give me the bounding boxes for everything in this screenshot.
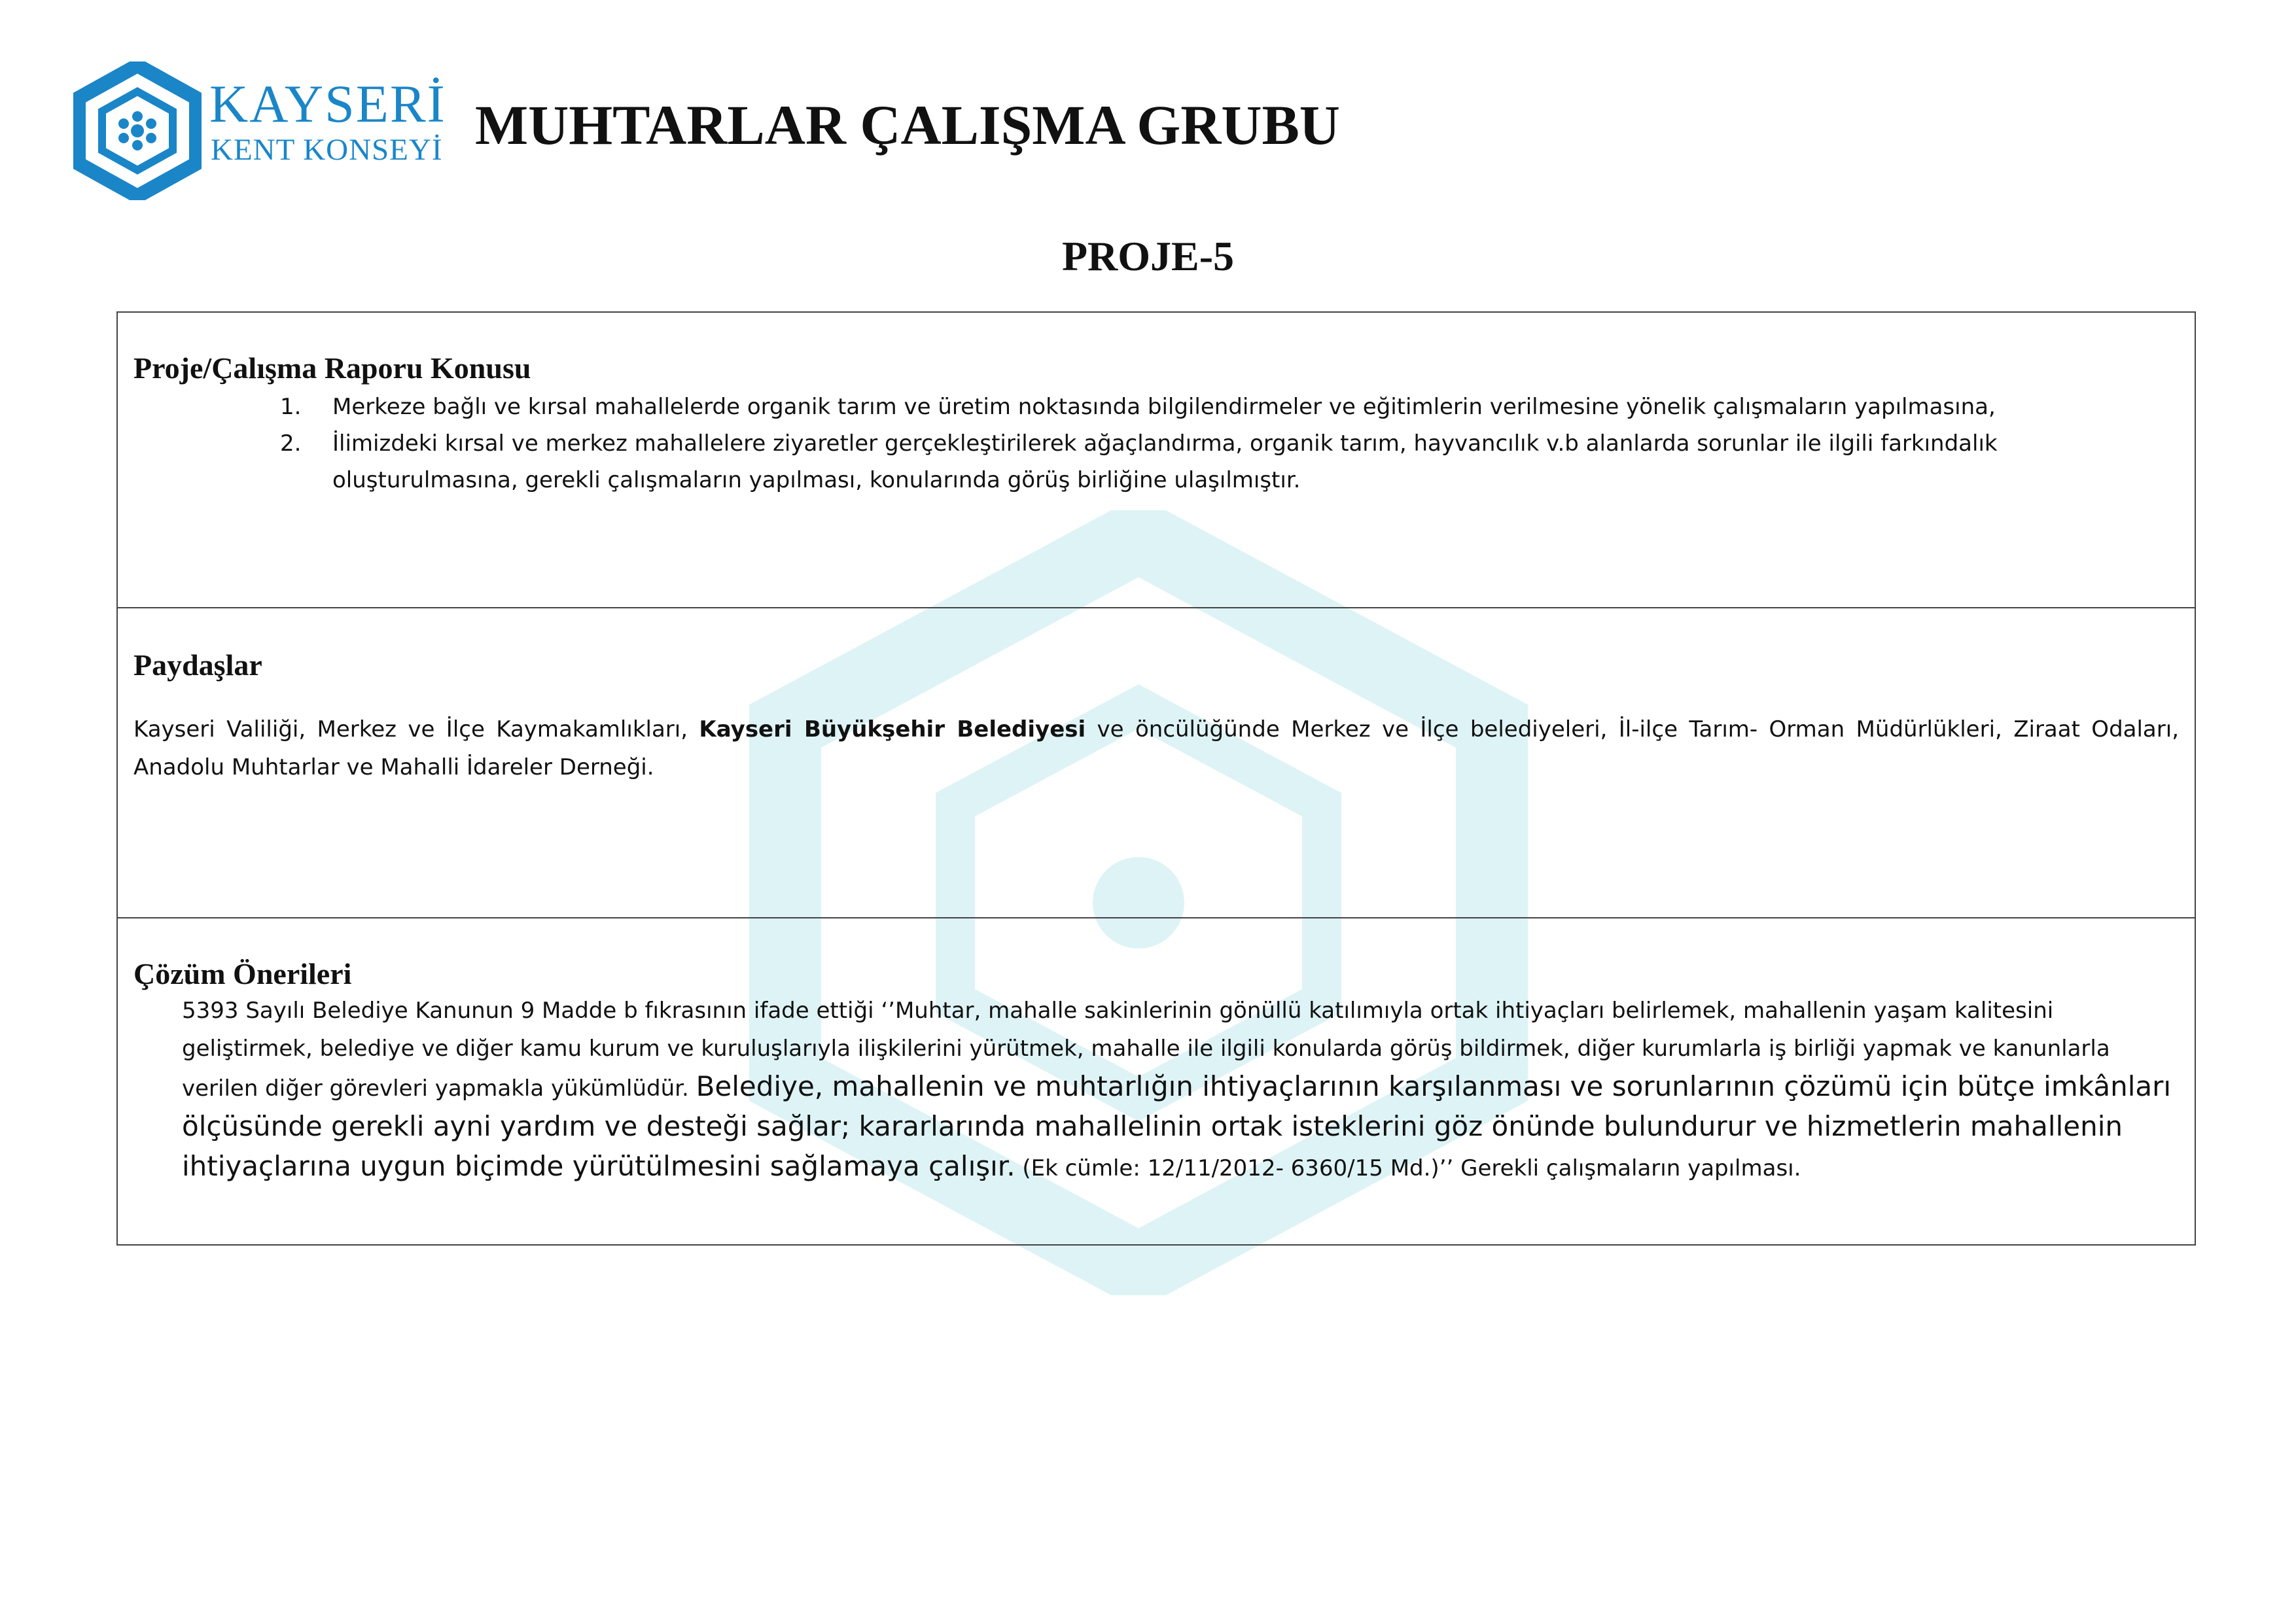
section-heading-cozum: Çözüm Önerileri: [133, 957, 352, 990]
paydaslar-paragraph: [133, 710, 2179, 786]
cozum-paragraph: [182, 992, 2178, 1187]
paydaslar-text: Kayseri Valiliği, Merkez ve İlçe Kaymakamlıkları,: [133, 716, 699, 742]
project-table: [116, 311, 2196, 1246]
cozum-text-belediye: Belediye, mahallenin ve muhtarlığın ihtiyaçlarının karşılanması ve sorunlarının çözümü için bütçe imkânları ölçüsünde gerekli ayni yardım ve desteği sağlar; kararlarında mahallelinin ortak isteklerini göz önünde bulundurur ve hizmetlerin mahallenin ihtiyaçlarına uygun biçimde yürütülmesini sağlamaya çalışır.: [182, 1070, 2172, 1182]
list-item-number: 1.: [280, 394, 302, 420]
list-item-text: İlimizdeki kırsal ve merkez mahallelere ziyaretler gerçekleştirilerek ağaçlandırma, organik tarım, hayvancılık v.b alanlarda sorunlar ile ilgili farkındalık oluşturulmasına, gerekli çalışmaların yapılması, konularında görüş birliğine ulaşılmıştır.: [332, 430, 1998, 493]
section-heading-paydaslar: Paydaşlar: [133, 648, 262, 682]
kent-konseyi-logo: [73, 61, 453, 205]
section-paydaslar: [118, 607, 2195, 917]
list-item: [280, 389, 2164, 425]
page-title: MUHTARLAR ÇALIŞMA GRUBU: [475, 94, 1340, 156]
section-cozum: [118, 917, 2195, 1244]
list-item-text: Merkeze bağlı ve kırsal mahallelerde organik tarım ve üretim noktasında bilgilendirmeler ve eğitimlerin verilmesine yönelik çalışmaların yapılmasına,: [332, 394, 1996, 420]
list-item-number: 2.: [280, 430, 302, 457]
paydaslar-highlight: Kayseri Büyükşehir Belediyesi: [699, 716, 1086, 742]
logo-text-kent-konseyi: KENT KONSEYİ: [211, 133, 443, 167]
hexagon-logo-icon: [73, 61, 202, 200]
paydaslar-text-rest: ve öncülüğünde Merkez ve İlçe belediyeleri, İl-ilçe Tarım- Orman Müdürlükleri, Ziraat Odaları, Anadolu Muhtarlar ve Mahalli İdareler Derneği.: [133, 716, 2179, 780]
list-item: [280, 425, 2164, 498]
section-konu: [118, 313, 2195, 607]
logo-text-kayseri: KAYSERİ: [209, 74, 446, 133]
cozum-text-quote: 5393 Sayılı Belediye Kanunun 9 Madde b fıkrasının ifade ettiği ‘’Muhtar, mahalle sakinlerinin gönüllü katılımıyla ortak ihtiyaçları belirlemek, mahallenin yaşam kalitesini geliştirmek, belediye ve diğer kamu kurum ve kuruluşlarıyla ilişkilerini yürütmek, mahalle ile ilgili konularda görüş bildirmek, diğer kurumlarla iş birliği yapmak ve kanunlarla verilen diğer görevleri yapmakla yükümlüdür.: [182, 998, 2110, 1102]
section-heading-konu: Proje/Çalışma Raporu Konusu: [133, 351, 531, 385]
cozum-text-end: (Ek cümle: 12/11/2012- 6360/15 Md.)’’ Gerekli çalışmaların yapılması.: [1015, 1155, 1801, 1181]
project-title: PROJE-5: [1061, 233, 1235, 279]
